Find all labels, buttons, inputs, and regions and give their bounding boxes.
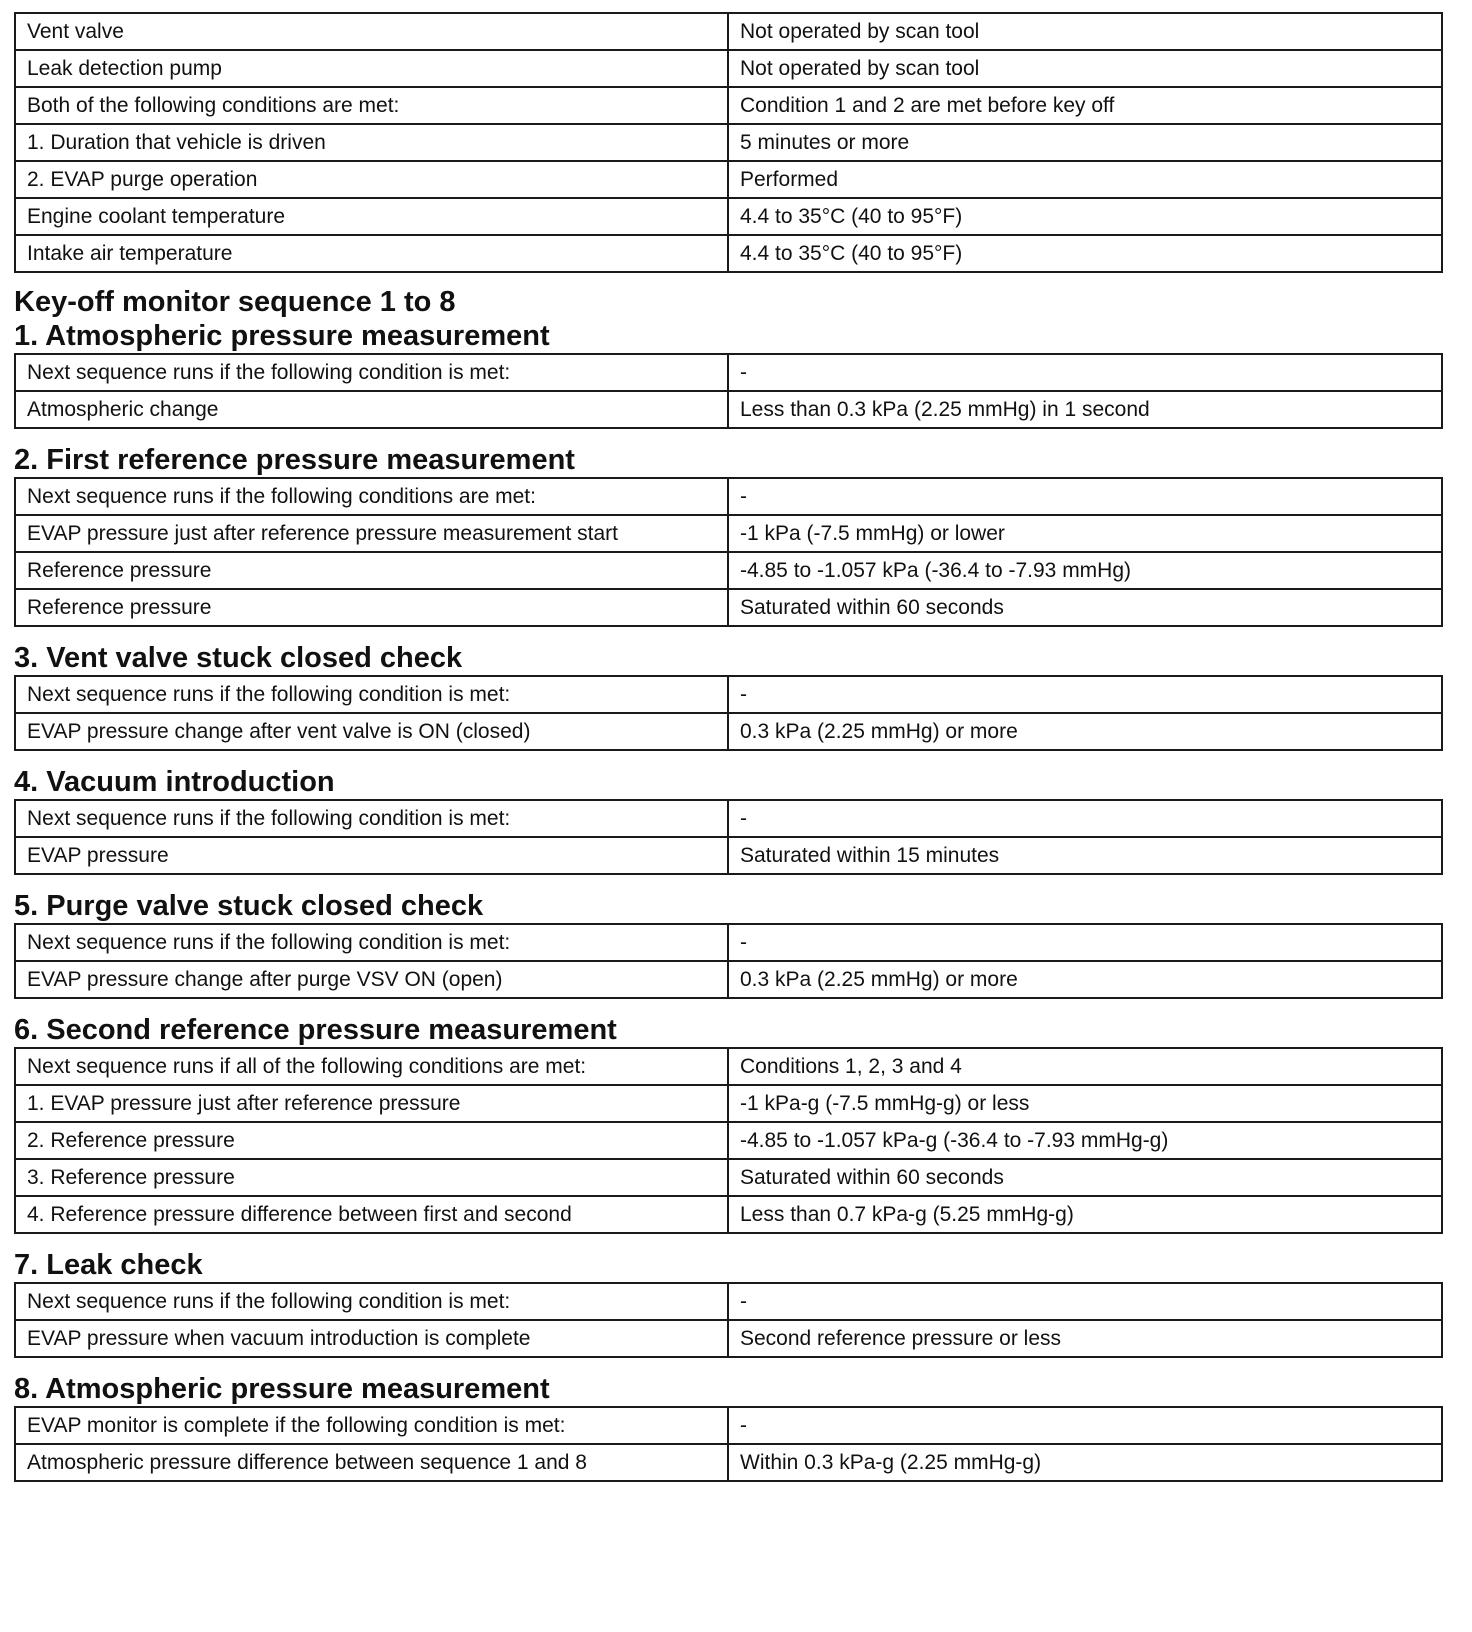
condition-value: Within 0.3 kPa-g (2.25 mmHg-g) <box>728 1444 1442 1481</box>
condition-value: Condition 1 and 2 are met before key off <box>728 87 1442 124</box>
table-row <box>15 1196 1442 1233</box>
table-row <box>15 1320 1442 1357</box>
condition-value: -1 kPa-g (-7.5 mmHg-g) or less <box>728 1085 1442 1122</box>
table-row <box>15 1407 1442 1444</box>
table-row <box>15 391 1442 428</box>
condition-label: EVAP pressure <box>15 837 728 874</box>
table-row <box>15 50 1442 87</box>
table-row <box>15 589 1442 626</box>
condition-value: -4.85 to -1.057 kPa (-36.4 to -7.93 mmHg) <box>728 552 1442 589</box>
table-row <box>15 1048 1442 1085</box>
condition-value: - <box>728 478 1442 515</box>
intro-conditions-table <box>14 12 1443 273</box>
condition-label: Next sequence runs if the following condition is met: <box>15 1283 728 1320</box>
table-row <box>15 676 1442 713</box>
condition-label: 4. Reference pressure difference between first and second <box>15 1196 728 1233</box>
table-row <box>15 1122 1442 1159</box>
section-heading: 2. First reference pressure measurement <box>14 444 575 476</box>
condition-label: Next sequence runs if the following condition is met: <box>15 676 728 713</box>
condition-value: 4.4 to 35°C (40 to 95°F) <box>728 198 1442 235</box>
condition-label: EVAP pressure change after vent valve is ON (closed) <box>15 713 728 750</box>
condition-label: 2. EVAP purge operation <box>15 161 728 198</box>
condition-label: Vent valve <box>15 13 728 50</box>
table-row <box>15 1283 1442 1320</box>
condition-label: Reference pressure <box>15 552 728 589</box>
table-row <box>15 198 1442 235</box>
condition-value: Less than 0.7 kPa-g (5.25 mmHg-g) <box>728 1196 1442 1233</box>
condition-value: - <box>728 354 1442 391</box>
condition-value: 5 minutes or more <box>728 124 1442 161</box>
condition-label: Next sequence runs if all of the following conditions are met: <box>15 1048 728 1085</box>
section-table <box>14 923 1443 999</box>
table-row <box>15 1159 1442 1196</box>
section-heading: 5. Purge valve stuck closed check <box>14 890 484 922</box>
condition-value: - <box>728 676 1442 713</box>
condition-value: Saturated within 60 seconds <box>728 589 1442 626</box>
table-row <box>15 1444 1442 1481</box>
condition-value: Less than 0.3 kPa (2.25 mmHg) in 1 second <box>728 391 1442 428</box>
condition-label: 1. Duration that vehicle is driven <box>15 124 728 161</box>
section-table <box>14 675 1443 751</box>
section-table <box>14 1047 1443 1234</box>
section-heading: 4. Vacuum introduction <box>14 766 335 798</box>
section-heading: 3. Vent valve stuck closed check <box>14 642 463 674</box>
condition-label: Leak detection pump <box>15 50 728 87</box>
section-table <box>14 353 1443 429</box>
document-page <box>14 12 1443 1482</box>
condition-value: -4.85 to -1.057 kPa-g (-36.4 to -7.93 mmHg-g) <box>728 1122 1442 1159</box>
table-row <box>15 124 1442 161</box>
section-heading: 1. Atmospheric pressure measurement <box>14 320 550 352</box>
condition-label: Both of the following conditions are met: <box>15 87 728 124</box>
condition-value: - <box>728 1283 1442 1320</box>
condition-label: Next sequence runs if the following condition is met: <box>15 354 728 391</box>
condition-label: 1. EVAP pressure just after reference pressure <box>15 1085 728 1122</box>
condition-label: EVAP pressure just after reference pressure measurement start <box>15 515 728 552</box>
condition-value: 4.4 to 35°C (40 to 95°F) <box>728 235 1442 272</box>
condition-label: Next sequence runs if the following condition is met: <box>15 924 728 961</box>
main-heading: Key-off monitor sequence 1 to 8 <box>14 286 456 318</box>
section-table <box>14 799 1443 875</box>
table-row <box>15 1085 1442 1122</box>
table-row <box>15 87 1442 124</box>
condition-value: Saturated within 60 seconds <box>728 1159 1442 1196</box>
table-row <box>15 800 1442 837</box>
section-table <box>14 1406 1443 1482</box>
section-heading: 7. Leak check <box>14 1249 203 1281</box>
condition-value: - <box>728 924 1442 961</box>
table-row <box>15 161 1442 198</box>
section-heading: 6. Second reference pressure measurement <box>14 1014 617 1046</box>
table-row <box>15 713 1442 750</box>
table-row <box>15 924 1442 961</box>
condition-label: Next sequence runs if the following condition is met: <box>15 800 728 837</box>
table-row <box>15 478 1442 515</box>
table-row <box>15 235 1442 272</box>
condition-value: Saturated within 15 minutes <box>728 837 1442 874</box>
condition-value: Performed <box>728 161 1442 198</box>
section-table <box>14 477 1443 627</box>
condition-label: EVAP pressure change after purge VSV ON (open) <box>15 961 728 998</box>
condition-label: Reference pressure <box>15 589 728 626</box>
condition-label: Next sequence runs if the following conditions are met: <box>15 478 728 515</box>
table-row <box>15 552 1442 589</box>
table-row <box>15 961 1442 998</box>
condition-value: Conditions 1, 2, 3 and 4 <box>728 1048 1442 1085</box>
condition-label: 2. Reference pressure <box>15 1122 728 1159</box>
condition-label: 3. Reference pressure <box>15 1159 728 1196</box>
section-heading: 8. Atmospheric pressure measurement <box>14 1373 550 1405</box>
condition-value: 0.3 kPa (2.25 mmHg) or more <box>728 713 1442 750</box>
condition-value: Not operated by scan tool <box>728 13 1442 50</box>
condition-label: Engine coolant temperature <box>15 198 728 235</box>
condition-value: Not operated by scan tool <box>728 50 1442 87</box>
condition-label: Atmospheric pressure difference between sequence 1 and 8 <box>15 1444 728 1481</box>
table-row <box>15 13 1442 50</box>
condition-value: -1 kPa (-7.5 mmHg) or lower <box>728 515 1442 552</box>
condition-value: - <box>728 800 1442 837</box>
condition-label: Atmospheric change <box>15 391 728 428</box>
condition-label: EVAP pressure when vacuum introduction is complete <box>15 1320 728 1357</box>
section-table <box>14 1282 1443 1358</box>
table-row <box>15 515 1442 552</box>
condition-value: Second reference pressure or less <box>728 1320 1442 1357</box>
condition-label: EVAP monitor is complete if the following condition is met: <box>15 1407 728 1444</box>
condition-label: Intake air temperature <box>15 235 728 272</box>
condition-value: - <box>728 1407 1442 1444</box>
condition-value: 0.3 kPa (2.25 mmHg) or more <box>728 961 1442 998</box>
table-row <box>15 837 1442 874</box>
table-row <box>15 354 1442 391</box>
